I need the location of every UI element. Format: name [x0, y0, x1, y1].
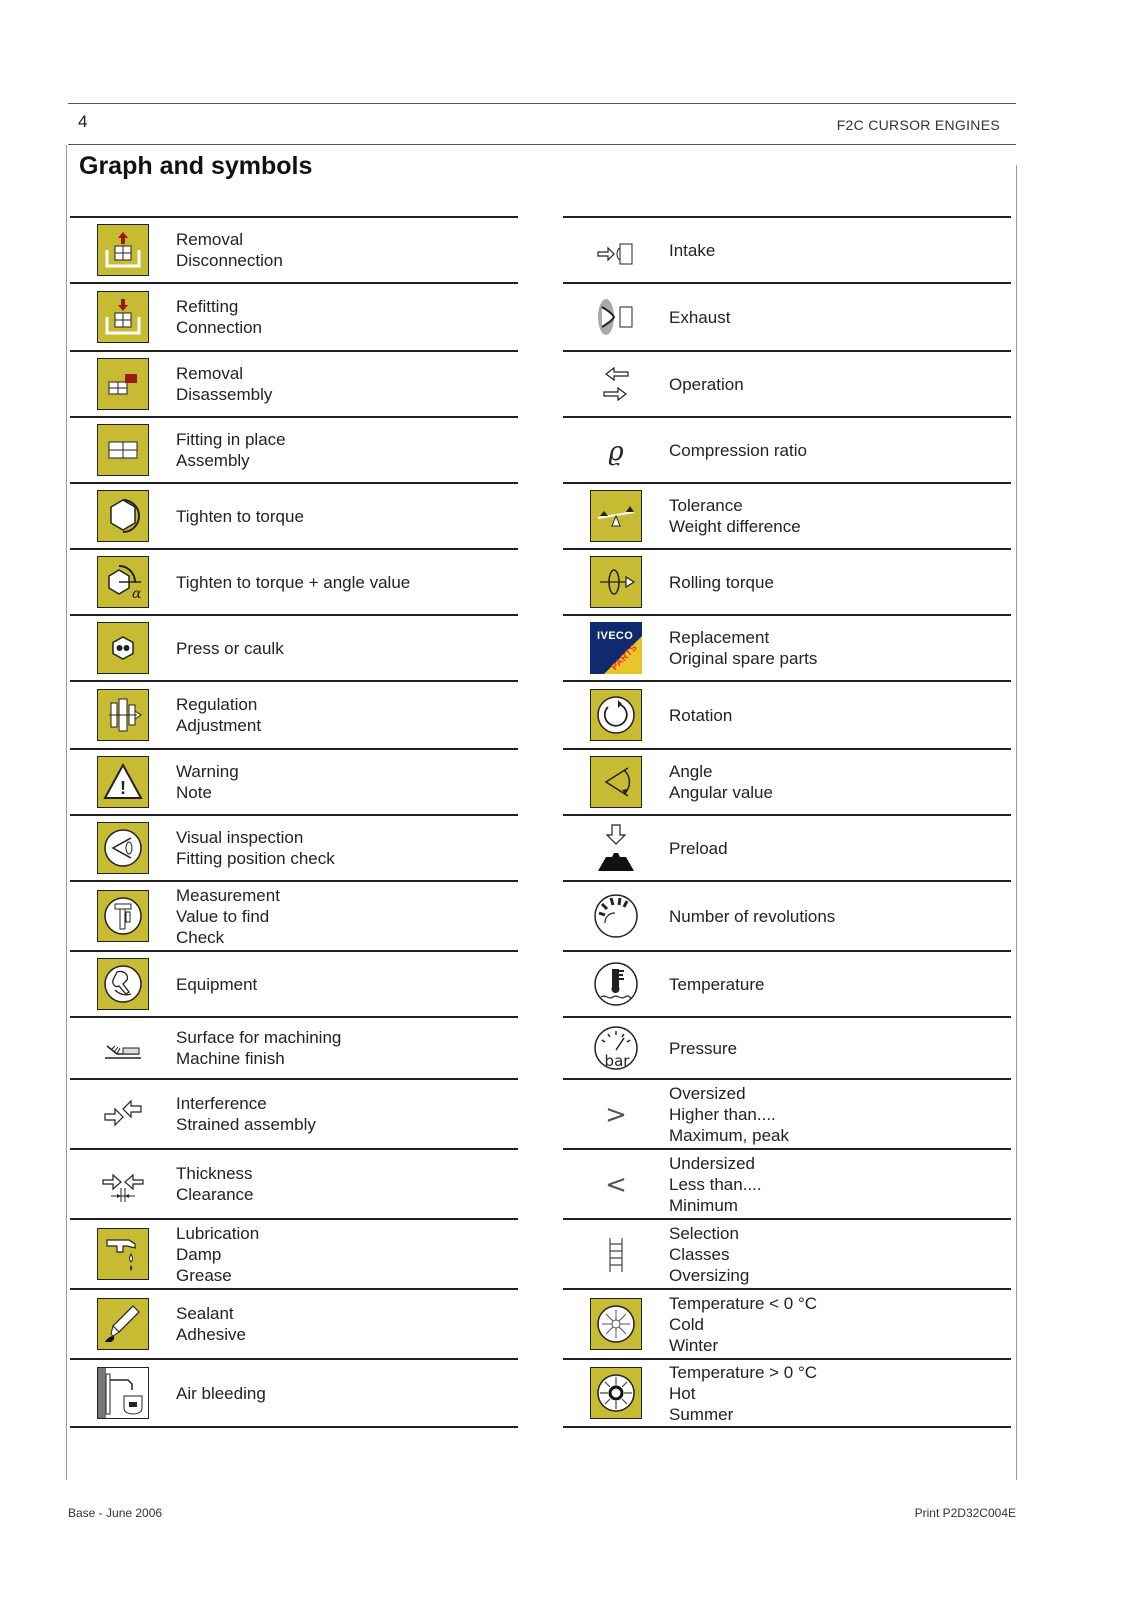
header-bottom-rule	[68, 144, 1016, 145]
symbol-row	[70, 1358, 518, 1428]
symbol-label: Original spare parts	[669, 649, 818, 668]
compression-ratio-icon	[590, 424, 642, 476]
symbol-label: Adjustment	[176, 716, 262, 735]
rho-glyph: ϱ	[608, 437, 624, 467]
symbol-label: Fitting position check	[176, 849, 335, 868]
symbol-label: Hot	[669, 1383, 696, 1403]
symbol-row	[70, 350, 518, 416]
air-bleeding-icon	[97, 1367, 149, 1419]
symbol-row	[563, 1288, 1011, 1358]
symbol-label: Interference	[176, 1094, 267, 1113]
symbol-label: Number of revolutions	[669, 906, 836, 926]
lubrication-icon	[97, 1228, 149, 1280]
symbol-label: Refitting	[176, 297, 239, 316]
sealant-adhesive-icon	[97, 1298, 149, 1350]
symbol-row	[563, 950, 1011, 1016]
left-margin-rule	[66, 145, 67, 1480]
symbol-row	[563, 282, 1011, 350]
preload-icon	[590, 822, 642, 874]
symbol-row	[563, 680, 1011, 748]
symbol-row	[70, 880, 518, 950]
symbol-label: Removal	[176, 230, 244, 249]
symbol-row	[563, 548, 1011, 614]
symbol-label: Angle	[669, 762, 713, 781]
removal-disassembly-icon	[97, 358, 149, 410]
symbol-row	[70, 1218, 518, 1288]
symbol-label: Undersized	[669, 1153, 755, 1173]
symbol-label: Minimum	[669, 1195, 738, 1215]
symbol-label: Visual inspection	[176, 828, 304, 847]
symbol-label: Tolerance	[669, 496, 743, 515]
symbol-label: Rotation	[669, 705, 733, 725]
symbol-row	[70, 814, 518, 880]
symbol-label: Exhaust	[669, 307, 731, 327]
tighten-torque-icon	[97, 490, 149, 542]
symbol-label: Note	[176, 783, 212, 802]
symbol-row	[563, 1148, 1011, 1218]
footer-edition: Base - June 2006	[68, 1506, 163, 1520]
symbol-label: Press or caulk	[176, 638, 284, 658]
symbol-label: Rolling torque	[669, 572, 774, 592]
symbol-label: Thickness	[176, 1164, 253, 1183]
removal-disconnection-icon	[97, 224, 149, 276]
revolutions-icon	[590, 890, 642, 942]
footer-print-code: Print P2D32C004E	[914, 1506, 1016, 1520]
symbol-label: Assembly	[176, 451, 250, 470]
symbol-label: Summer	[669, 1404, 734, 1424]
symbol-label: Strained assembly	[176, 1115, 316, 1134]
symbol-label: Air bleeding	[176, 1383, 266, 1403]
symbol-label: Temperature > 0 °C	[669, 1362, 818, 1382]
intake-icon	[590, 224, 642, 276]
symbol-label: Cold	[669, 1314, 704, 1334]
symbol-label: Sealant	[176, 1304, 234, 1323]
rolling-torque-icon	[590, 556, 642, 608]
symbol-row	[563, 880, 1011, 950]
right-margin-rule	[1016, 165, 1017, 1480]
symbol-label: Classes	[669, 1244, 730, 1264]
symbol-label: Temperature	[669, 974, 765, 994]
symbol-row	[70, 1288, 518, 1358]
symbol-row	[563, 1218, 1011, 1288]
running-title: F2C CURSOR ENGINES	[836, 117, 1000, 133]
fitting-assembly-icon	[97, 424, 149, 476]
symbol-label: Replacement	[669, 628, 770, 647]
symbol-row	[70, 748, 518, 814]
less-glyph: <	[605, 1170, 627, 1200]
symbol-row	[70, 216, 518, 282]
symbol-label: Lubrication	[176, 1223, 260, 1243]
symbol-label: Disconnection	[176, 251, 283, 270]
equipment-icon	[97, 958, 149, 1010]
exclamation-glyph: !	[120, 778, 126, 798]
undersized-icon	[590, 1158, 642, 1210]
symbol-label: Equipment	[176, 974, 258, 994]
symbol-label: Value to find	[176, 906, 270, 926]
symbol-row	[563, 614, 1011, 680]
iveco-brand-text: IVECO	[597, 630, 634, 642]
pressure-icon	[590, 1022, 642, 1074]
symbol-label: Warning	[176, 762, 239, 781]
symbol-label: Angular value	[669, 783, 773, 802]
symbol-label: Compression ratio	[669, 440, 807, 460]
tolerance-weight-icon	[590, 490, 642, 542]
symbol-label: Removal	[176, 364, 244, 383]
symbol-label: Weight difference	[669, 517, 801, 536]
symbol-row	[70, 950, 518, 1016]
temperature-icon	[590, 958, 642, 1010]
symbol-row	[70, 1078, 518, 1148]
operation-icon	[590, 358, 642, 410]
symbol-row	[70, 1148, 518, 1218]
symbol-row	[70, 282, 518, 350]
symbols-left-column	[70, 216, 518, 1428]
selection-icon	[590, 1228, 642, 1280]
symbol-row	[70, 416, 518, 482]
symbol-label: Tighten to torque + angle value	[176, 572, 411, 592]
symbol-label: Connection	[176, 318, 263, 337]
symbol-label: Selection	[669, 1223, 739, 1243]
greater-glyph: >	[605, 1100, 627, 1130]
symbol-row	[563, 416, 1011, 482]
alpha-glyph: α	[132, 586, 142, 602]
symbol-row	[70, 548, 518, 614]
symbol-label: Machine finish	[176, 1049, 285, 1068]
symbol-label: Clearance	[176, 1185, 254, 1204]
page-number: 4	[78, 112, 88, 131]
symbol-label: Fitting in place	[176, 430, 286, 449]
warning-note-icon	[97, 756, 149, 808]
symbol-label: Check	[176, 927, 225, 947]
exhaust-icon	[590, 291, 642, 343]
rotation-icon	[590, 689, 642, 741]
cold-icon	[590, 1298, 642, 1350]
measurement-icon	[97, 890, 149, 942]
symbol-label: Higher than....	[669, 1104, 776, 1124]
symbol-label: Preload	[669, 838, 728, 858]
symbol-label: Less than....	[669, 1174, 762, 1194]
symbol-row	[563, 748, 1011, 814]
hot-icon	[590, 1367, 642, 1419]
header-top-rule	[68, 103, 1016, 104]
symbol-label: Maximum, peak	[669, 1125, 789, 1145]
angle-icon	[590, 756, 642, 808]
symbol-row	[563, 350, 1011, 416]
symbol-row	[563, 482, 1011, 548]
regulation-adjustment-icon	[97, 689, 149, 741]
symbol-label: Temperature < 0 °C	[669, 1293, 818, 1313]
symbol-row	[563, 1358, 1011, 1428]
refitting-connection-icon	[97, 291, 149, 343]
symbol-label: Operation	[669, 374, 744, 394]
symbol-label: Adhesive	[176, 1325, 246, 1344]
bar-glyph: bar	[604, 1052, 630, 1070]
symbol-row	[70, 1016, 518, 1078]
symbol-label: Intake	[669, 240, 716, 260]
symbol-label: Pressure	[669, 1038, 738, 1058]
symbol-label: Tighten to torque	[176, 506, 304, 526]
press-caulk-icon	[97, 622, 149, 674]
symbol-label: Surface for machining	[176, 1028, 342, 1047]
iveco-parts-icon	[590, 622, 642, 674]
symbol-row	[563, 216, 1011, 282]
symbol-row	[70, 482, 518, 548]
symbol-label: Damp	[176, 1244, 222, 1264]
symbols-right-column	[563, 216, 1011, 1428]
machining-surface-icon	[97, 1022, 149, 1074]
symbol-row	[70, 680, 518, 748]
symbol-row	[70, 614, 518, 680]
symbol-row	[563, 1016, 1011, 1078]
symbol-label: Regulation	[176, 695, 258, 714]
page-title: Graph and symbols	[79, 152, 313, 180]
symbol-row	[563, 814, 1011, 880]
tighten-torque-angle-icon	[97, 556, 149, 608]
visual-inspection-icon	[97, 822, 149, 874]
iveco-parts-text: PARTS	[609, 642, 640, 672]
symbol-row	[563, 1078, 1011, 1148]
oversized-icon	[590, 1088, 642, 1140]
symbol-label: Measurement	[176, 885, 280, 905]
symbol-label: Winter	[669, 1335, 719, 1355]
interference-icon	[97, 1088, 149, 1140]
symbol-label: Oversized	[669, 1083, 746, 1103]
thickness-clearance-icon	[97, 1158, 149, 1210]
symbol-label: Disassembly	[176, 385, 273, 404]
symbol-label: Grease	[176, 1265, 232, 1285]
symbol-label: Oversizing	[669, 1265, 750, 1285]
